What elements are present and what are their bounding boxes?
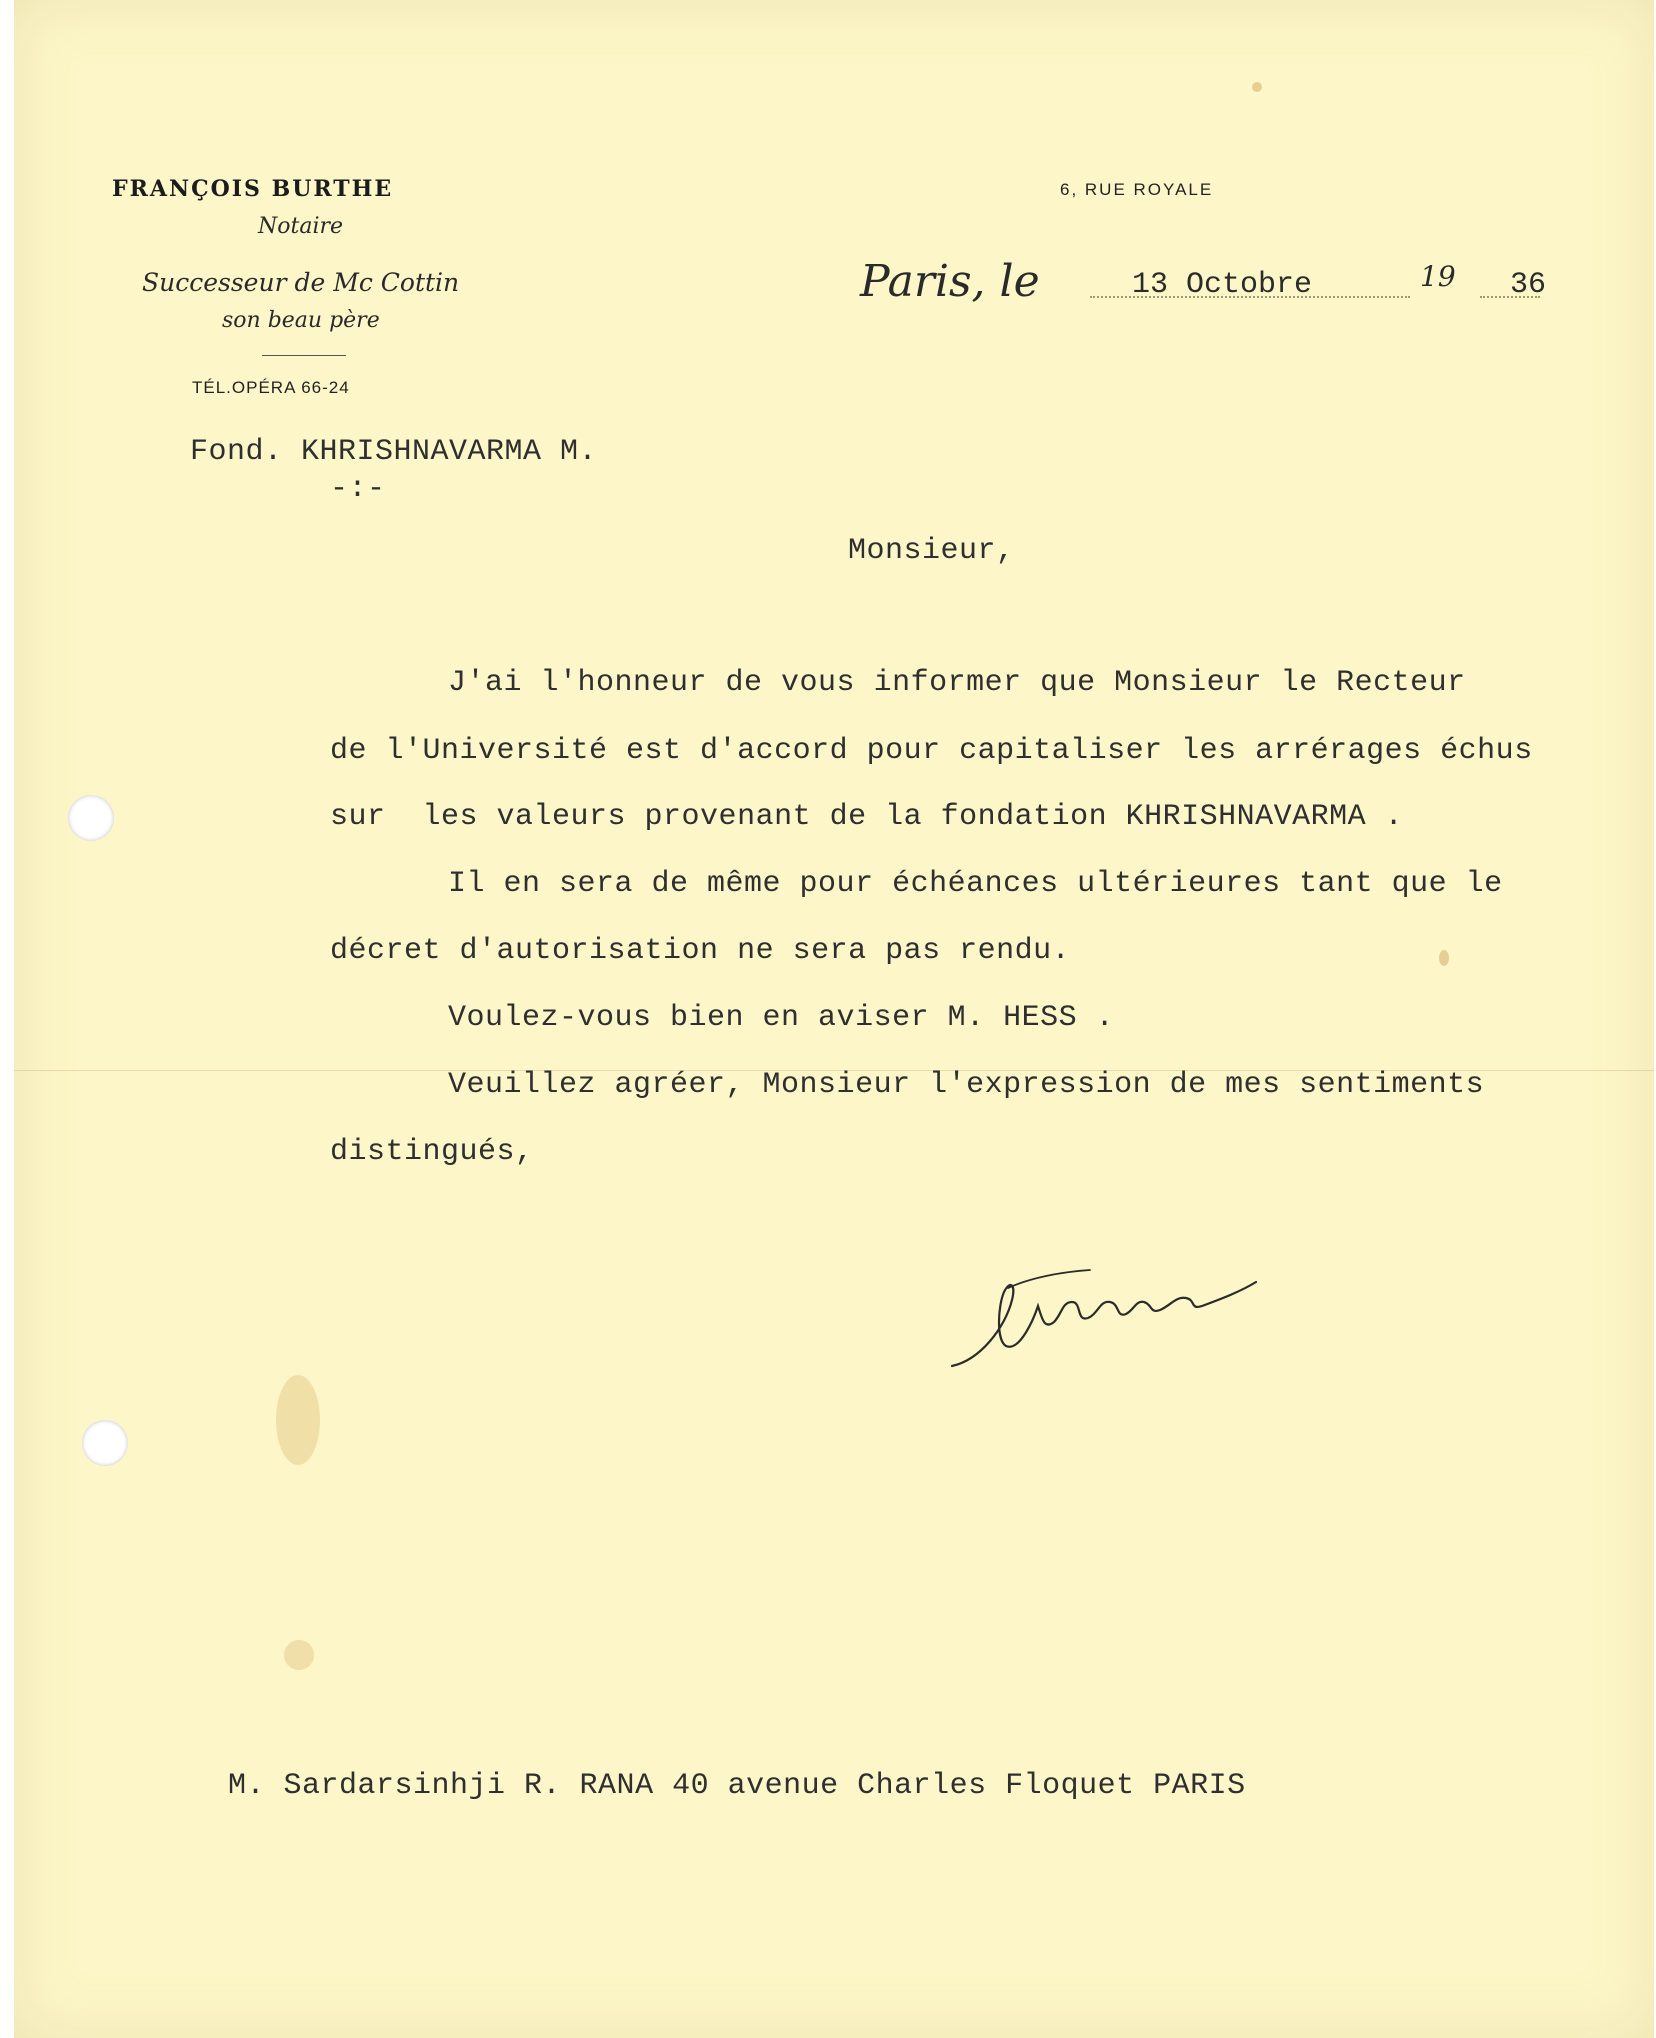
body-line: décret d'autorisation ne sera pas rendu.: [330, 934, 1071, 968]
salutation: Monsieur,: [848, 534, 1015, 568]
punch-hole: [68, 795, 114, 841]
dateline-year: 36: [1510, 268, 1547, 302]
body-line: J'ai l'honneur de vous informer que Monsieur le Recteur: [448, 666, 1466, 700]
dateline: [860, 256, 1560, 316]
letterhead-name: FRANÇOIS BURTHE: [112, 176, 394, 202]
dateline-century: 19: [1420, 260, 1456, 293]
body-line: Voulez-vous bien en aviser M. HESS .: [448, 1001, 1115, 1035]
stain: [284, 1640, 314, 1670]
stain: [1252, 82, 1262, 92]
letterhead-relation: son beau père: [222, 308, 380, 333]
letterhead-telephone: TÉL.OPÉRA 66-24: [192, 378, 350, 397]
punch-hole: [82, 1420, 128, 1466]
recipient-line: M. Sardarsinhji R. RANA 40 avenue Charles Floquet PARIS: [228, 1769, 1246, 1803]
body-line: distingués,: [330, 1135, 534, 1169]
body-line: Veuillez agréer, Monsieur l'expression de mes sentiments: [448, 1068, 1485, 1102]
body-line: Il en sera de même pour échéances ultérieures tant que le: [448, 867, 1503, 901]
stain: [1439, 950, 1449, 966]
dateline-place: Paris, le: [860, 256, 1040, 307]
signature: [950, 1248, 1260, 1388]
stain: [276, 1375, 320, 1465]
body-line: de l'Université est d'accord pour capitaliser les arrérages échus: [330, 734, 1533, 768]
letterhead-title: Notaire: [258, 214, 344, 239]
reference-separator: -:-: [330, 472, 386, 506]
body-line: sur les valeurs provenant de la fondation KHRISHNAVARMA .: [330, 800, 1404, 834]
letterhead-successor: Successeur de Mc Cottin: [142, 268, 460, 297]
dateline-date: 13 Octobre: [1132, 268, 1313, 302]
letterhead-rule: [262, 355, 346, 356]
reference-line: Fond. KHRISHNAVARMA M.: [190, 435, 598, 469]
letterhead-address: 6, RUE ROYALE: [1060, 180, 1214, 199]
